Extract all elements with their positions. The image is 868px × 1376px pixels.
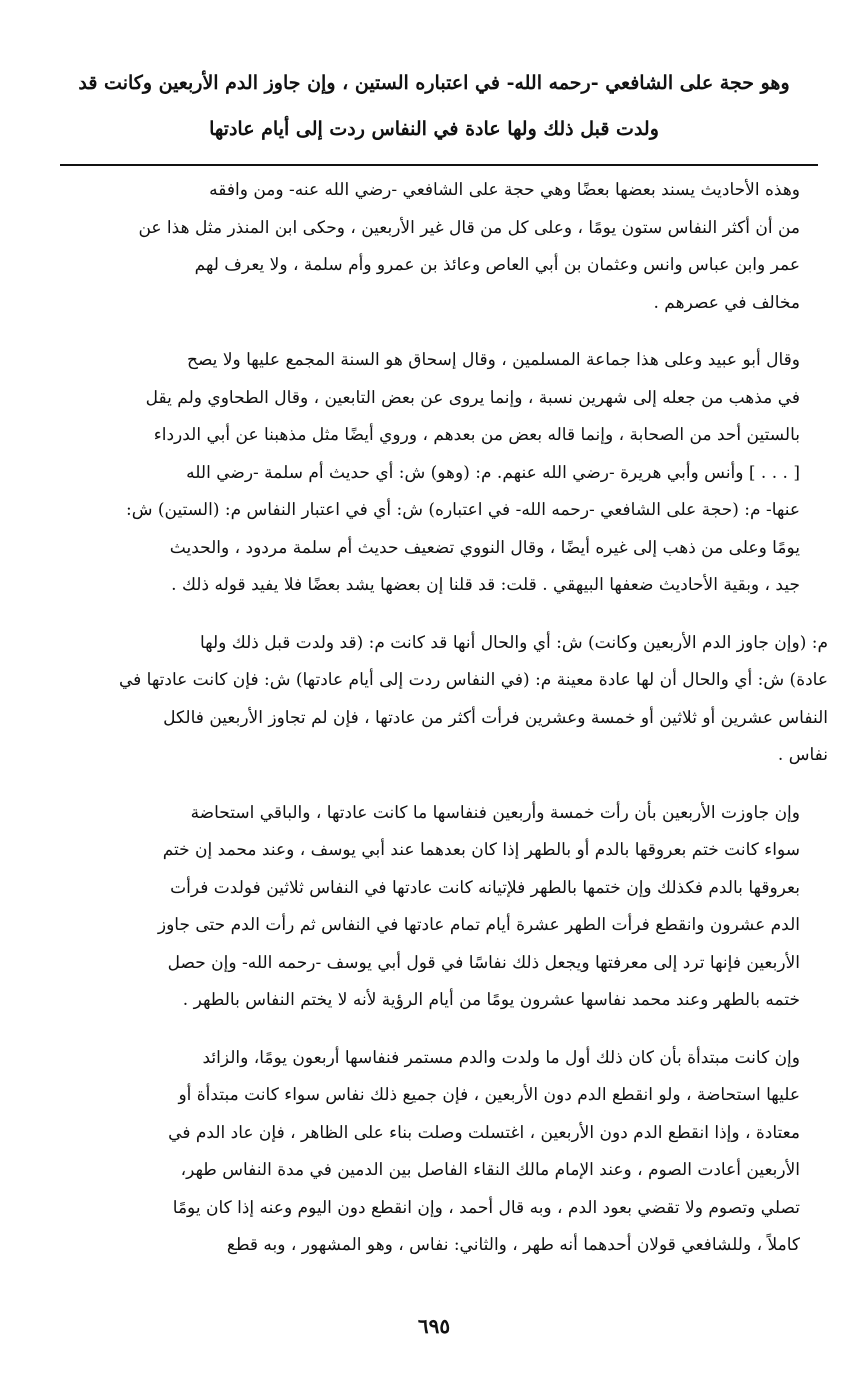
text-line: عمر وابن عباس وانس وعثمان بن أبي العاص وعائذ بن عمرو وأم سلمة ، ولا يعرف لهم bbox=[194, 255, 800, 275]
text-line: عنها- م: (حجة على الشافعي -رحمه الله- في اعتباره) ش: أي في اعتبار النفاس م: (الستين) ش: bbox=[126, 500, 800, 520]
text-line: بالستين أحد من الصحابة ، وإنما قاله بعض من بعدهم ، وروي أيضًا مثل مذهبنا عن أبي الدرداء bbox=[153, 425, 800, 445]
matn-line: وهو حجة على الشافعي -رحمه الله- في اعتباره الستين ، وإن جاوز الدم الأربعين وكانت قد bbox=[78, 72, 790, 94]
text-line: من أن أكثر النفاس ستون يومًا ، وعلى كل من قال غير الأربعين ، وحكى ابن المنذر مثل هذا عن bbox=[138, 217, 800, 238]
text-line: في مذهب من جعله إلى شهرين نسبة ، وإنما يروى عن بعض التابعين ، وقال الطحاوي ولم يقل bbox=[145, 387, 800, 408]
matn-block bbox=[40, 60, 828, 152]
paragraph bbox=[40, 172, 828, 322]
commentary-body bbox=[40, 172, 828, 1285]
text-line: مخالف في عصرهم . bbox=[653, 292, 800, 313]
text-line: الأربعين أعادت الصوم ، وعند الإمام مالك النقاء الفاصل بين الدمين في مدة النفاس طهر، bbox=[180, 1160, 800, 1180]
text-line: عادة) ش: أي والحال أن لها عادة معينة م: (في النفاس ردت إلى أيام عادتها) ش: فإن كانت عادتها في bbox=[118, 670, 828, 690]
text-line: الدم عشرون وانقطع فرأت الطهر عشرة أيام تمام عادتها في النفاس ثم رأت الدم حتى جاوز bbox=[157, 915, 800, 935]
text-line: يومًا وعلى من ذهب إلى غيره أيضًا ، وقال النووي تضعيف حديث أم سلمة مردود ، والحديث bbox=[169, 537, 800, 558]
paragraph bbox=[40, 795, 828, 1020]
text-line: وقال أبو عبيد وعلى هذا جماعة المسلمين ، وقال إسحاق هو السنة المجمع عليها ولا يصح bbox=[186, 350, 800, 370]
text-line: كاملاً ، وللشافعي قولان أحدهما أنه طهر ، والثاني: نفاس ، وهو المشهور ، وبه قطع bbox=[226, 1235, 800, 1255]
paragraph bbox=[40, 342, 828, 605]
text-line: الأربعين فإنها ترد إلى معرفتها ويجعل ذلك نفاسًا في قول أبي يوسف -رحمه الله- وإن حصل bbox=[167, 952, 800, 973]
page-number: ٦٩٥ bbox=[417, 1314, 451, 1338]
separator-rule bbox=[60, 164, 818, 166]
text-line: وإن جاوزت الأربعين بأن رأت خمسة وأربعين فنفاسها ما كانت عادتها ، والباقي استحاضة bbox=[190, 802, 800, 823]
text-line: عليها استحاضة ، ولو انقطع الدم دون الأربعين ، فإن جميع ذلك نفاس سواء كانت مبتدأة أو bbox=[178, 1085, 800, 1105]
text-line: جيد ، وبقية الأحاديث ضعفها البيهقي . قلت: قد قلنا إن بعضها يشد بعضًا فلا يفيد قوله ذلك . bbox=[171, 575, 800, 595]
paragraph bbox=[40, 1040, 828, 1265]
text-line: وهذه الأحاديث يسند بعضها بعضًا وهي حجة على الشافعي -رضي الله عنه- ومن وافقه bbox=[209, 180, 800, 200]
paragraph bbox=[40, 625, 828, 775]
text-line: سواء كانت ختم بعروقها بالدم أو بالطهر إذا كان بعدهما عند أبي يوسف ، وعند محمد إن ختم bbox=[162, 840, 800, 860]
text-line: نفاس . bbox=[777, 745, 828, 765]
text-line: [ . . . ] وأنس وأبي هريرة -رضي الله عنهم. م: (وهو) ش: أي حديث أم سلمة -رضي الله bbox=[186, 462, 800, 483]
text-line: معتادة ، وإذا انقطع الدم دون الأربعين ، اغتسلت وصلت بناء على الظاهر ، فإن عاد الدم في bbox=[168, 1122, 800, 1143]
text-line: م: (وإن جاوز الدم الأربعين وكانت) ش: أي والحال أنها قد كانت م: (قد ولدت قبل ذلك ولها bbox=[199, 632, 828, 653]
text-line: تصلي وتصوم ولا تقضي بعود الدم ، وبه قال أحمد ، وإن انقطع دون اليوم وعنه إذا كان يومًا bbox=[172, 1197, 800, 1218]
text-line: ختمه بالطهر وعند محمد نفاسها عشرون يومًا من أيام الرؤية لأنه لا يختم النفاس بالطهر . bbox=[182, 990, 800, 1010]
text-line: وإن كانت مبتدأة بأن كان ذلك أول ما ولدت والدم مستمر فنفاسها أربعون يومًا، والزائد bbox=[202, 1047, 800, 1068]
matn-line: ولدت قبل ذلك ولها عادة في النفاس ردت إلى أيام عادتها bbox=[209, 118, 659, 140]
text-line: النفاس عشرين أو ثلاثين أو خمسة وعشرين فرأت أكثر من عادتها ، فإن لم تجاوز الأربعين فالكل bbox=[163, 707, 828, 728]
text-line: بعروقها بالدم فكذلك وإن ختمها بالطهر فلإتيانه كانت عادتها في النفاس ثلاثين فولدت فرأت bbox=[170, 877, 800, 898]
